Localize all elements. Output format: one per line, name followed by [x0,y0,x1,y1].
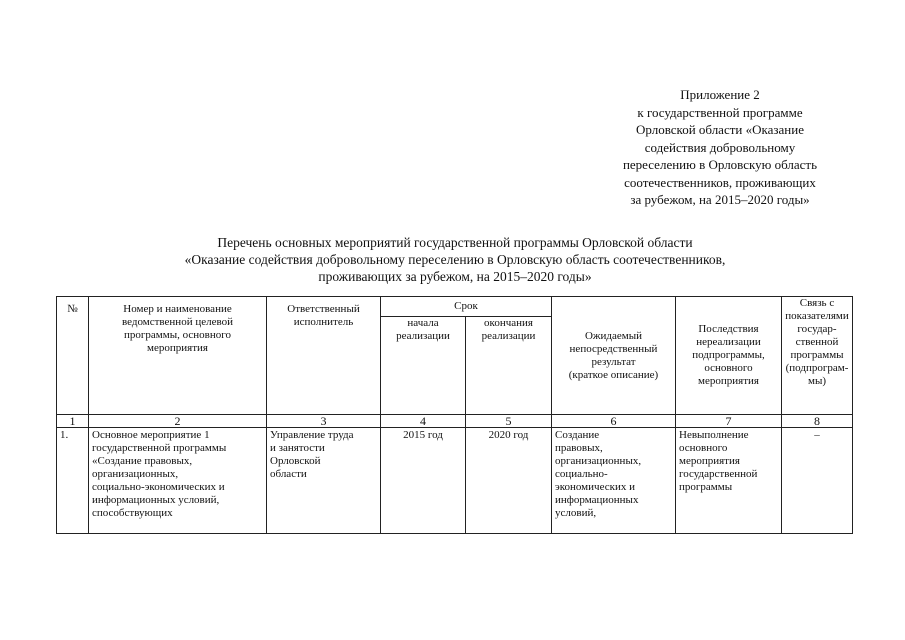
appendix-line: к государственной программе [637,104,803,120]
header-executor: Ответственный исполнитель [267,297,381,415]
column-number: 3 [267,415,381,428]
column-number: 2 [89,415,267,428]
row-number: 1. [57,428,89,534]
row-end: 2020 год [466,428,552,534]
title-line: проживающих за рубежом, на 2015–2020 годы» [318,269,592,284]
appendix-line: переселению в Орловскую область [622,157,818,172]
column-number: 7 [676,415,782,428]
title-line: Перечень основных мероприятий государственной программы Орловской области [217,235,693,250]
column-numbers-row [57,415,853,428]
document-title [110,234,800,285]
appendix-line: содействия добровольному [644,139,796,155]
column-number: 4 [381,415,466,428]
row-expected-result: Создание правовых, организационных, социально- экономических и информационных условий, [552,428,676,534]
row-executor: Управление труда и занятости Орловской области [267,428,381,534]
column-number: 1 [57,415,89,428]
row-indicator-link: – [782,428,853,534]
appendix-line: за рубежом, на 2015–2020 годы» [630,192,810,207]
title-line: «Оказание содействия добровольному переселению в Орловскую область соотечественников, [184,252,726,267]
column-number: 5 [466,415,552,428]
header-start: начала реализации [381,317,466,415]
row-start: 2015 год [381,428,466,534]
header-number: № [57,297,89,415]
header-expected-result: Ожидаемый непосредственный результат (краткое описание) [552,297,676,415]
appendix-note [585,86,855,209]
header-program-name: Номер и наименование ведомственной целевой программы, основного мероприятия [89,297,267,415]
table-row [57,428,853,534]
column-number: 8 [782,415,853,428]
appendix-line: соотечественников, проживающих [624,174,816,190]
appendix-line: Орловской области «Оказание [636,122,804,137]
header-term: Срок [381,297,552,317]
row-consequences: Невыполнение основного мероприятия государственной программы [676,428,782,534]
row-program-name: Основное мероприятие 1 государственной программы «Создание правовых, организационных, социально-экономических и информационных условий, способствующих [89,428,267,534]
header-end: окончания реализации [466,317,552,415]
header-indicator-link: Связь с показателями государ- ственной программы (подпрограм- мы) [782,297,853,415]
appendix-line: Приложение 2 [680,87,760,102]
column-number: 6 [552,415,676,428]
activities-table [56,296,853,534]
header-consequences: Последствия нереализации подпрограммы, основного мероприятия [676,297,782,415]
